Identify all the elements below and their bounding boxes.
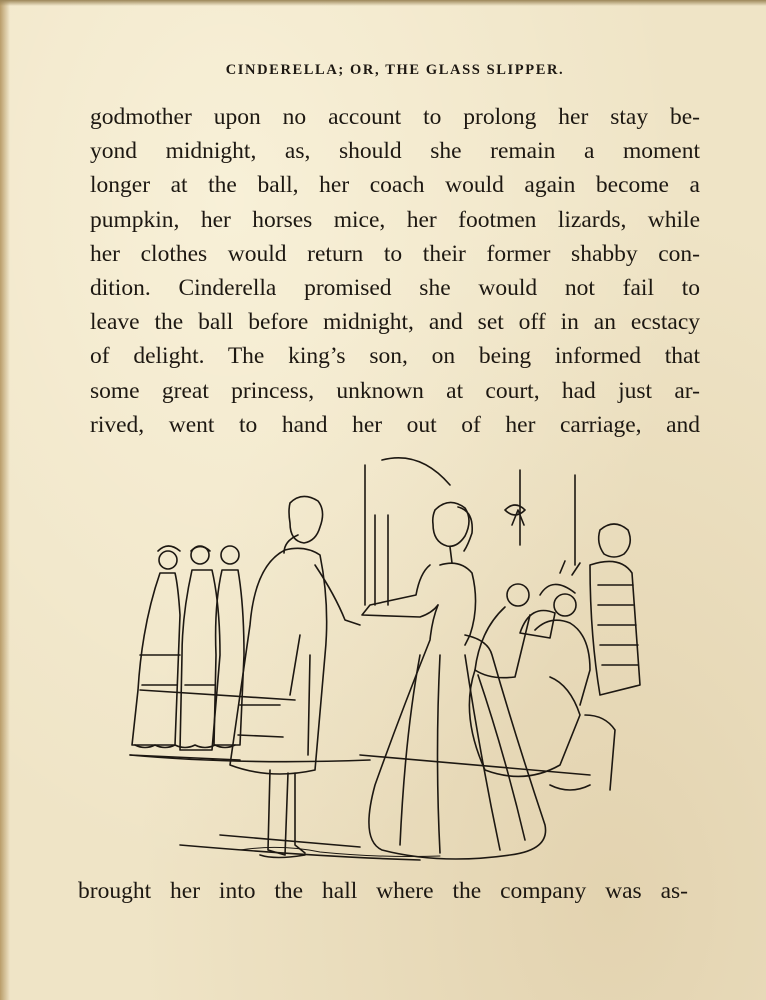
closing-text-line: brought her into the hall where the company was as- <box>78 878 688 904</box>
text-line: yond midnight, as, should she remain a moment <box>90 138 700 165</box>
body-text <box>90 100 700 442</box>
page-top-shadow <box>0 0 766 6</box>
text-line: rived, went to hand her out of her carriage, and <box>90 411 700 438</box>
page-edge-shadow <box>0 0 10 1000</box>
cinderella-figure <box>362 502 546 859</box>
text-line: pumpkin, her horses mice, her footmen lizards, while <box>90 206 700 233</box>
running-head: CINDERELLA; OR, THE GLASS SLIPPER. <box>225 62 565 78</box>
text-line: leave the ball before midnight, and set off in an ecstacy <box>90 309 700 336</box>
prince-figure <box>230 496 360 857</box>
text-line: of delight. The king’s son, on being informed that <box>90 343 700 370</box>
text-line: some great princess, unknown at court, had just ar- <box>90 377 700 404</box>
text-line: longer at the ball, her coach would again become a <box>90 172 700 199</box>
ballroom-engraving <box>120 455 660 875</box>
text-line: dition. Cinderella promised she would not fail to <box>90 275 700 302</box>
ballroom-floor <box>130 755 590 860</box>
text-line: her clothes would return to their former shabby con- <box>90 240 700 267</box>
ballroom-background <box>130 458 575 762</box>
text-line: godmother upon no account to prolong her stay be- <box>90 104 700 130</box>
guests-left <box>132 546 244 750</box>
guests-right <box>469 524 640 790</box>
